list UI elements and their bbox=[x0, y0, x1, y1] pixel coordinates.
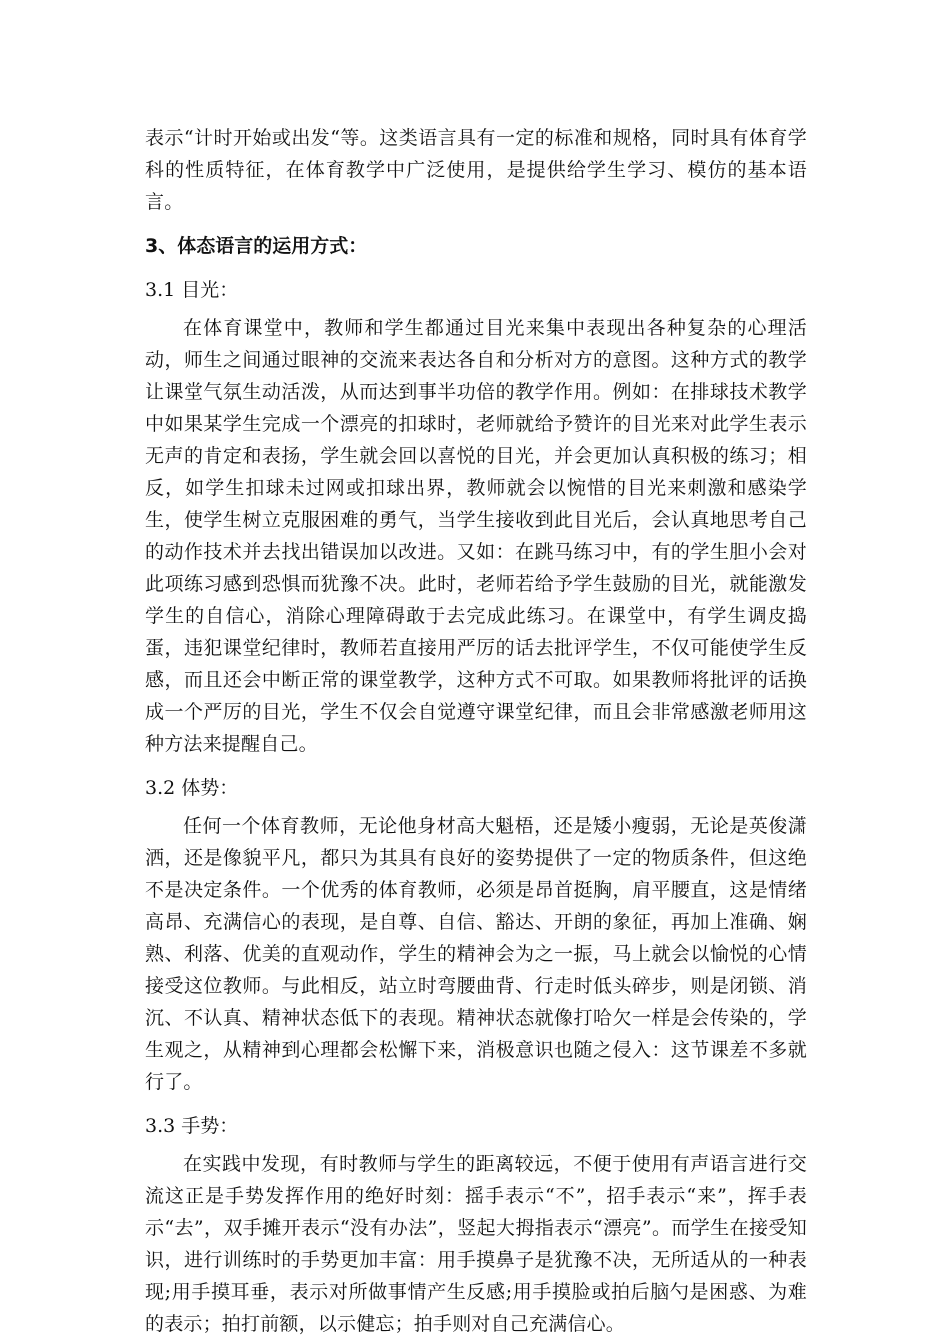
subsection-title-gaze: 3.1 目光： bbox=[145, 279, 239, 301]
subsection-title-posture: 3.2 体势： bbox=[145, 777, 239, 799]
section-heading: 3、体态语言的运用方式： bbox=[145, 235, 368, 257]
subsection-body-gesture: 在实践中发现，有时教师与学生的距离较远，不便于使用有声语言进行交流这正是手势发挥作用的绝好时刻：摇手表示“不”，招手表示“来”，挥手表示“去”，双手摊开表示“没有办法”，竖起大拇指表示“漂亮”。而学生在接受知识，进行训练时的手势更加丰富：用手摸鼻子是犹豫不决，无所适从的一种表现;用手摸耳垂，表示对所做事情产生反感;用手摸脸或拍后脑勺是困惑、为难的表示；拍打前额，以示健忘；拍手则对自己充满信心。 bbox=[145, 1153, 807, 1335]
subsection-title-gesture: 3.3 手势： bbox=[145, 1115, 239, 1137]
subsection-body-posture: 任何一个体育教师，无论他身材高大魁梧，还是矮小瘦弱，无论是英俊潇洒，还是像貌平凡，都只为其具有良好的姿势提供了一定的物质条件，但这绝不是决定条件。一个优秀的体育教师，必须是昂首挺胸，肩平腰直，这是情绪高昂、充满信心的表现，是自尊、自信、豁达、开朗的象征，再加上准确、娴熟、利落、优美的直观动作，学生的精神会为之一振，马上就会以愉悦的心情接受这位教师。与此相反，站立时弯腰曲背、行走时低头碎步，则是闭锁、消沉、不认真、精神状态低下的表现。精神状态就像打哈欠一样是会传染的，学生观之，从精神到心理都会松懈下来，消极意识也随之侵入：这节课差不多就行了。 bbox=[145, 815, 807, 1093]
intro-paragraph: 表示“计时开始或出发“等。这类语言具有一定的标准和规格，同时具有体育学科的性质特征，在体育教学中广泛使用，是提供给学生学习、模仿的基本语言。 bbox=[145, 127, 807, 213]
document-page bbox=[145, 122, 807, 1340]
subsection-body-gaze: 在体育课堂中，教师和学生都通过目光来集中表现出各种复杂的心理活动，师生之间通过眼神的交流来表达各自和分析对方的意图。这种方式的教学让课堂气氛生动活泼，从而达到事半功倍的教学作用。例如：在排球技术教学中如果某学生完成一个漂亮的扣球时，老师就给予赞许的目光来对此学生表示无声的肯定和表扬，学生就会回以喜悦的目光，并会更加认真积极的练习；相反，如学生扣球未过网或扣球出界，教师就会以惋惜的目光来刺激和感染学生，使学生树立克服困难的勇气，当学生接收到此目光后，会认真地思考自己的动作技术并去找出错误加以改进。又如：在跳马练习中，有的学生胆小会对此项练习感到恐惧而犹豫不决。此时，老师若给予学生鼓励的目光，就能激发学生的自信心，消除心理障碍敢于去完成此练习。在课堂中，有学生调皮捣蛋，违犯课堂纪律时，教师若直接用严厉的话去批评学生，不仅可能使学生反感，而且还会中断正常的课堂教学，这种方式不可取。如果教师将批评的话换成一个严厉的目光，学生不仅会自觉遵守课堂纪律，而且会非常感激老师用这种方法来提醒自己。 bbox=[145, 317, 807, 755]
